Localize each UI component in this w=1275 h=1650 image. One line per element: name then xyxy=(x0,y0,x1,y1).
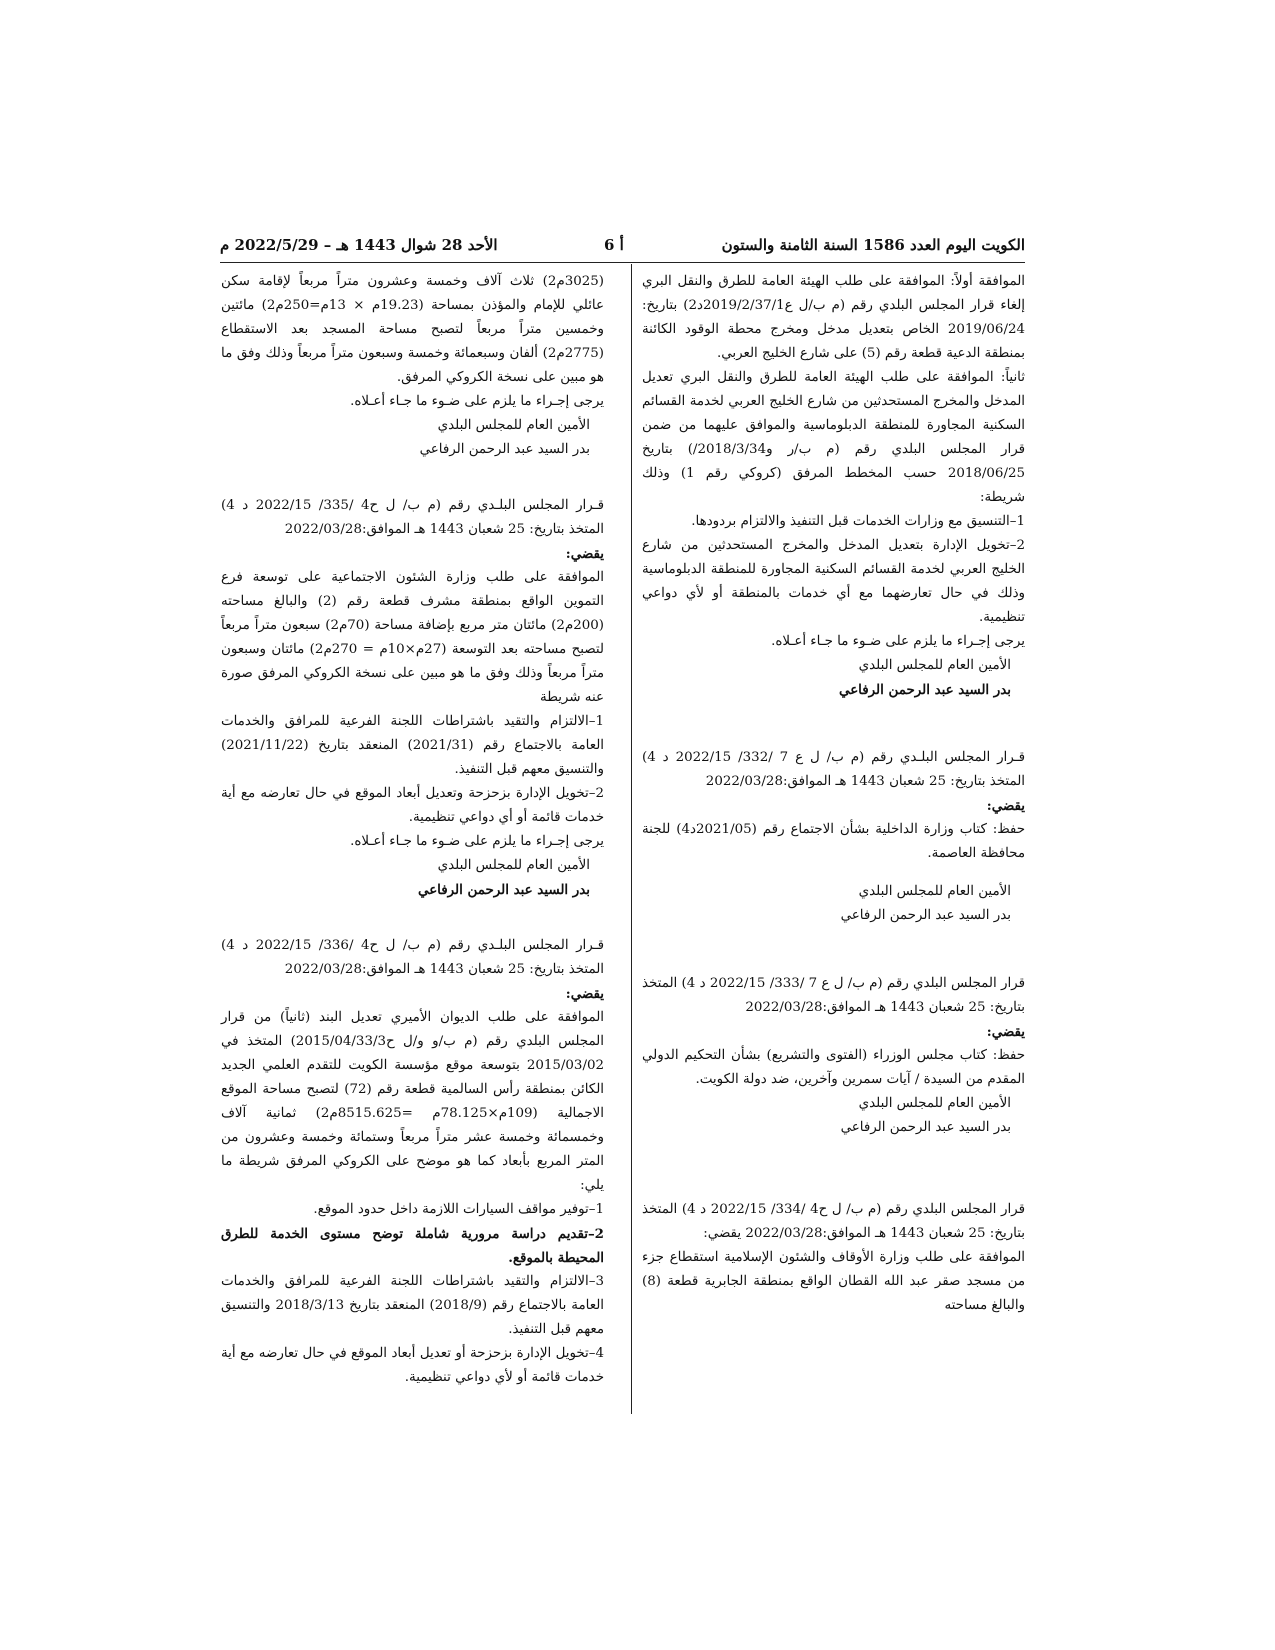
decision-334-continuation: (3025م2) ثلاث آلاف وخمسة وعشرون متراً مربعاً لإقامة سكن عائلي للإمام والمؤذن بمساحة (19.23م × 13م=250م2) مائتين وخمسين متراً مربعاً لتصبح مساحة المسجد بعد الاستقطاع (2775م2) ألفان وسبعمائة وخمسة وسبعون متراً مربعاً وذلك وفق ما هو مبين على نسخة الكروكي المرفق. xyxy=(221,274,604,385)
condition-item-1: 1–التنسيق مع وزارات الخدمات قبل التنفيذ والالتزام بردودها. xyxy=(691,514,1025,529)
header-date: الأحد 28 شوال 1443 هـ – 2022/5/29 م xyxy=(220,236,498,254)
spacer xyxy=(221,462,604,494)
decision-335-item-1: 1–الالتزام والتقيد باشتراطات اللجنة الفرعية للمرافق والخدمات العامة بالاجتماع رقم (2021/31) المنعقد بتاريخ (2021/11/22) والتنسيق معهم قبل التنفيذ. xyxy=(221,714,604,777)
decision-333-body: حفظ: كتاب مجلس الوزراء (الفتوى والتشريع) بشأن التحكيم الدولي المقدم من السيدة / آيات سمرين وآخرين، ضد دولة الكويت. xyxy=(642,1048,1025,1087)
signature-title: الأمين العام للمجلس البلدي xyxy=(858,658,1011,673)
decision-336-item-1: 1–توفير مواقف السيارات اللازمة داخل حدود الموقع. xyxy=(313,1202,604,1217)
page-header xyxy=(220,236,1025,258)
decision-332-title: قـرار المجلس البلـدي رقم (م ب/ ل ع 7 /332/ 2022/15 د 4) المتخذ بتاريخ: 25 شعبان 1443 هـ الموافق:2022/03/28 xyxy=(642,750,1025,789)
signature-name: بدر السيد عبد الرحمن الرفاعي xyxy=(840,908,1011,923)
request-line: يرجى إجـراء ما يلزم على ضـوء ما جـاء أعـلاه. xyxy=(771,634,1025,649)
signature-title: الأمين العام للمجلس البلدي xyxy=(437,418,590,433)
decision-333-decides: يقضي: xyxy=(986,1024,1025,1040)
decision-second-item: ثانياً: الموافقة على طلب الهيئة العامة للطرق والنقل البري تعديل المدخل والمخرج المستحدثين من شارع الخليج العربي لخدمة القسائم السكنية المجاورة للمنطقة الدبلوماسية والموافق عليهما من ضمن قرار المجلس البلدي رقم (م ب/ر و2018/3/34/) بتاريخ 2018/06/25 حسب المخطط المرفق (كروكي رقم 1) وذلك شريطة: xyxy=(642,370,1025,505)
spacer xyxy=(642,1140,1025,1198)
signature-title: الأمين العام للمجلس البلدي xyxy=(437,858,590,873)
decision-336-item-3: 3–الالتزام والتقيد باشتراطات اللجنة الفرعية للمرافق والخدمات العامة بالاجتماع رقم (2018/9) المنعقد بتاريخ 2018/3/13 والتنسيق معهم قبل التنفيذ. xyxy=(221,1274,605,1337)
decision-334-body: الموافقة على طلب وزارة الأوقاف والشئون الإسلامية استقطاع جزء من مسجد صقر عبد الله القطان الواقع بمنطقة الجابرية قطعة (8) والبالغ مساحته xyxy=(642,1250,1025,1313)
spacer xyxy=(642,866,1025,880)
decision-332-body: حفظ: كتاب وزارة الداخلية بشأن الاجتماع رقم (2021/05د4) للجنة محافظة العاصمة. xyxy=(642,822,1025,861)
decision-336-title: قـرار المجلس البلـدي رقم (م ب/ ل ح4 /336/ 2022/15 د 4) المتخذ بتاريخ: 25 شعبان 1443 هـ الموافق:2022/03/28 xyxy=(221,938,604,977)
signature-name: بدر السيد عبد الرحمن الرفاعي xyxy=(419,442,590,457)
request-line: يرجى إجـراء ما يلزم على ضـوء ما جـاء أعـلاه. xyxy=(350,394,604,409)
request-line: يرجى إجـراء ما يلزم على ضـوء ما جـاء أعـلاه. xyxy=(350,834,604,849)
decision-first-item: الموافقة أولاً: الموافقة على طلب الهيئة العامة للطرق والنقل البري إلغاء قرار المجلس البلدي رقم (م ب/ل ع2019/2/37/1د2) بتاريخ: 2019/06/24 الخاص بتعديل مدخل ومخرج محطة الوقود الكائنة بمنطقة الدعية قطعة رقم (5) على شارع الخليج العربي. xyxy=(642,274,1026,361)
decision-334-title: قرار المجلس البلدي رقم (م ب/ ل ح4 /334/ 2022/15 د 4) المتخذ بتاريخ: 25 شعبان 1443 هـ الموافق:2022/03/28 يقضي: xyxy=(642,1202,1025,1241)
decision-336-decides: يقضي: xyxy=(565,986,604,1002)
left-column xyxy=(221,270,604,1390)
header-publication: الكويت اليوم العدد 1586 السنة الثامنة والستون xyxy=(721,236,1025,254)
decision-335-body: الموافقة على طلب وزارة الشئون الاجتماعية على توسعة فرع التموين الواقع بمنطقة مشرف قطعة رقم (2) والبالغ مساحته (200م2) مائتان متر مربع بإضافة مساحة (70م2) سبعون متراً مربعاً لتصبح مساحته بعد التوسعة (27م×10م = 270م2) مائتان وسبعون متراً مربعاً وذلك وفق ما هو مبين على نسخة الكروكي المرفق صورة عنه شريطة xyxy=(221,570,604,705)
header-page-number: أ 6 xyxy=(604,236,624,254)
spacer xyxy=(642,702,1025,746)
signature-name: بدر السيد عبد الرحمن الرفاعي xyxy=(839,682,1011,698)
decision-335-item-2: 2–تخويل الإدارة بزحزحة وتعديل أبعاد الموقع في حال تعارضه مع أية خدمات قائمة أو أي دواعي تنظيمية. xyxy=(221,786,604,825)
decision-335-title: قـرار المجلس البلـدي رقم (م ب/ ل ح4 /335/ 2022/15 د 4) المتخذ بتاريخ: 25 شعبان 1443 هـ الموافق:2022/03/28 xyxy=(221,498,604,537)
decision-336-body: الموافقة على طلب الديوان الأميري تعديل البند (ثانياً) من قرار المجلس البلدي رقم (م ب/و و/ل ح2015/04/33/3) المتخذ في 2015/03/02 بتوسعة موقع مؤسسة الكويت للتقدم العلمي الجديد الكائن بمنطقة رأس السالمية قطعة رقم (72) لتصبح مساحة الموقع الاجمالية (109م×78.125م =8515.625م2) ثمانية آلاف وخمسمائة وخمسة عشر متراً مربعاً وستمائة وخمسة وعشرون من المتر المربع بأبعاد كما هو موضح على الكروكي المرفق شريطة ما يلي: xyxy=(221,1010,604,1193)
header-rule xyxy=(220,262,1025,263)
spacer xyxy=(221,902,604,934)
signature-name: بدر السيد عبد الرحمن الرفاعي xyxy=(840,1120,1011,1135)
decision-336-item-2: 2–تقديم دراسة مرورية شاملة توضح مستوى الخدمة للطرق المحيطة بالموقع. xyxy=(221,1226,604,1266)
signature-name: بدر السيد عبد الرحمن الرفاعي xyxy=(418,882,590,898)
signature-title: الأمين العام للمجلس البلدي xyxy=(858,884,1011,899)
column-divider xyxy=(631,264,632,1414)
decision-335-decides: يقضي: xyxy=(565,546,604,562)
decision-336-item-4: 4–تخويل الإدارة بزحزحة أو تعديل أبعاد الموقع في حال تعارضه مع أية خدمات قائمة أو لأي دواعي تنظيمية. xyxy=(221,1346,604,1385)
decision-332-decides: يقضي: xyxy=(986,798,1025,814)
signature-title: الأمين العام للمجلس البلدي xyxy=(858,1096,1011,1111)
spacer xyxy=(642,928,1025,972)
decision-333-title: قرار المجلس البلدي رقم (م ب/ ل ع 7 /333/ 2022/15 د 4) المتخذ بتاريخ: 25 شعبان 1443 هـ الموافق:2022/03/28 xyxy=(642,976,1025,1015)
condition-item-2: 2–تخويل الإدارة بتعديل المدخل والمخرج المستحدثين من شارع الخليج العربي لخدمة القسائم السكنية المجاورة للمنطقة الدبلوماسية وذلك في حال تعارضهما مع أي خدمات بالمنطقة أو لأي دواعي تنظيمية. xyxy=(642,538,1025,625)
right-column xyxy=(642,270,1025,1318)
